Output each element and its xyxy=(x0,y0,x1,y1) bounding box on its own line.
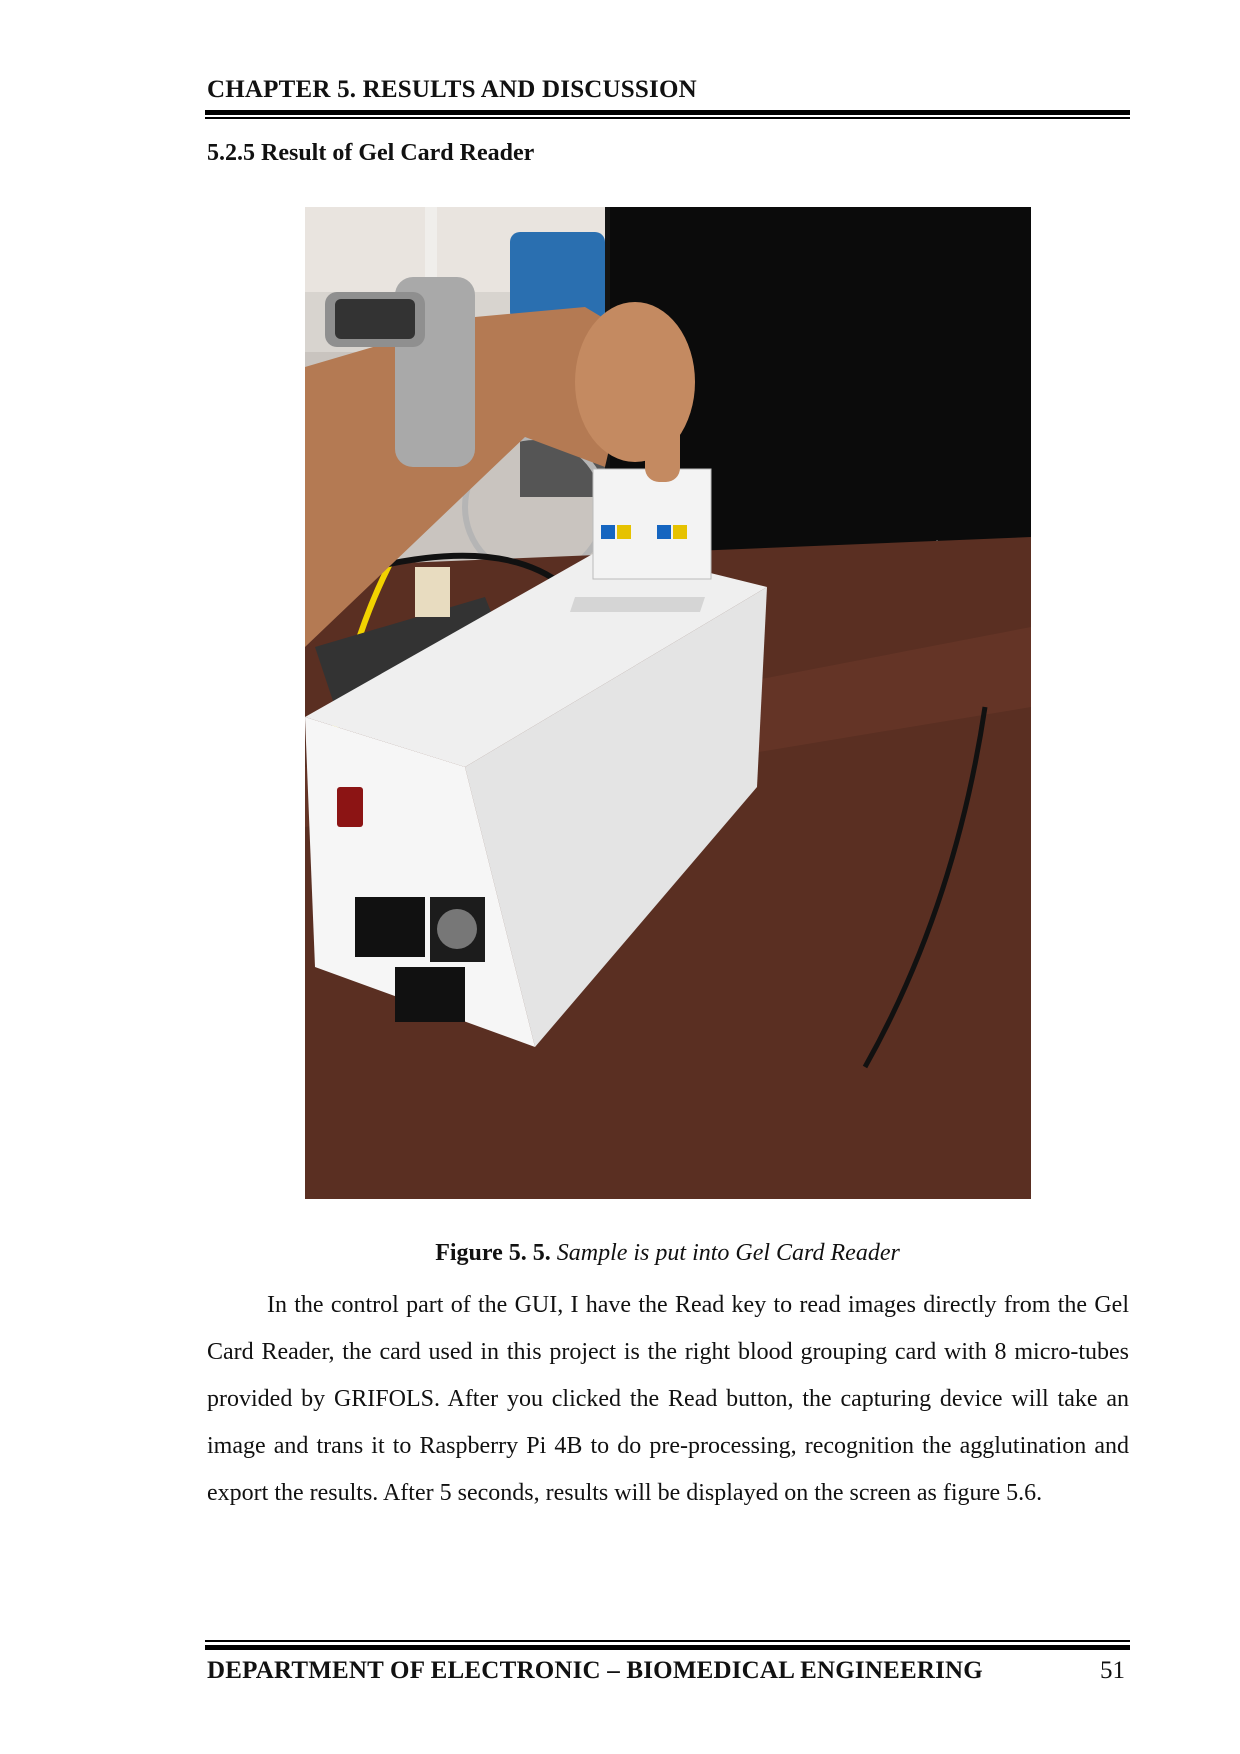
gel-card-reader-photo xyxy=(305,207,1031,1199)
figure-label: Figure 5. 5. xyxy=(435,1240,551,1266)
section-heading: 5.2.5 Result of Gel Card Reader xyxy=(207,140,535,166)
footer-rule-thick xyxy=(205,1645,1130,1650)
header-rule-thick xyxy=(205,110,1130,115)
footer-rule-thin xyxy=(205,1640,1130,1642)
body-paragraph: In the control part of the GUI, I have the Read key to read images directly from the Gel Card Reader, the card used in this project is the right blood grouping card with 8 micro-tubes provided by GRIFOLS. After you clicked the Read button, the capturing device will take an image and trans it to Raspberry Pi 4B to do pre-processing, recognition the agglutination and export the results. After 5 seconds, results will be displayed on the screen as figure 5.6. xyxy=(207,1292,1129,1506)
page-number: 51 xyxy=(1100,1657,1125,1684)
footer-department: DEPARTMENT OF ELECTRONIC – BIOMEDICAL ENGINEERING xyxy=(207,1657,983,1684)
header-rule-thin xyxy=(205,117,1130,119)
figure-caption xyxy=(205,1240,1130,1267)
figure-photo xyxy=(305,207,1031,1199)
figure-caption-text: Sample is put into Gel Card Reader xyxy=(556,1240,900,1266)
chapter-header: CHAPTER 5. RESULTS AND DISCUSSION xyxy=(207,76,697,103)
